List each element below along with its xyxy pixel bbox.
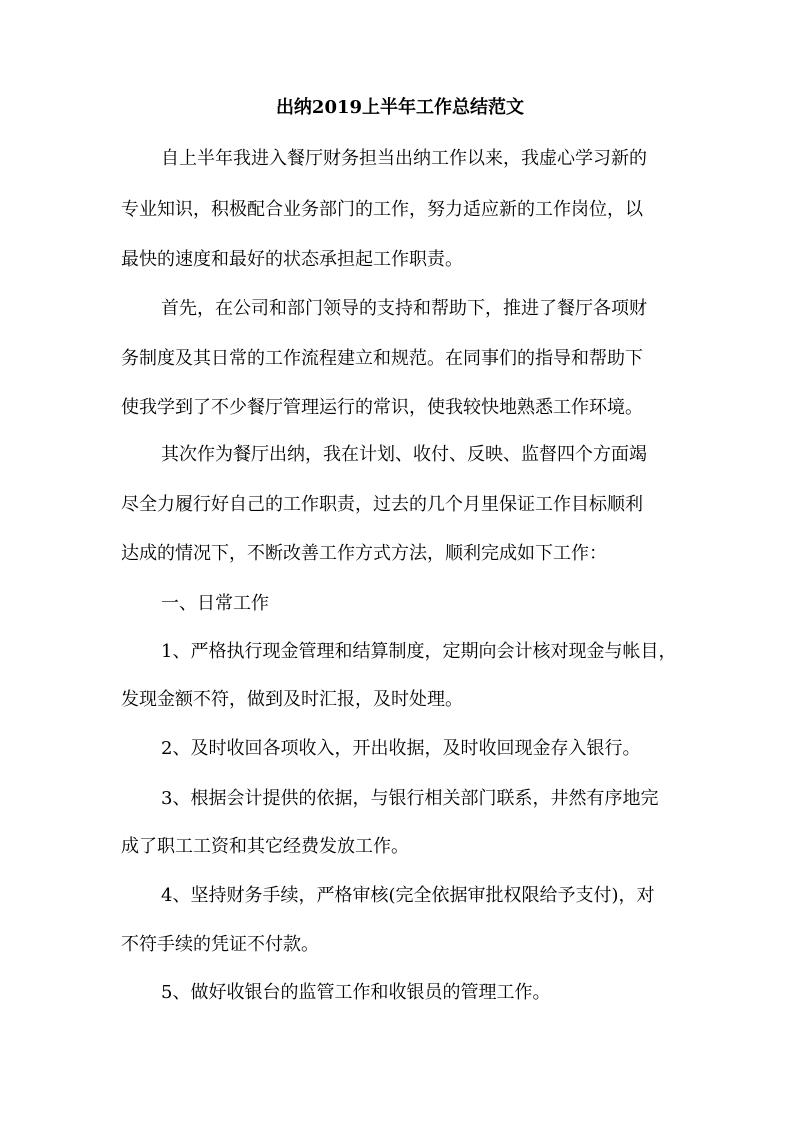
item-3-line-1: 3、根据会计提供的依据，与银行相关部门联系，井然有序地完 bbox=[161, 788, 659, 809]
paragraph-3-line-1: 其次作为餐厅出纳，我在计划、收付、反映、监督四个方面竭 bbox=[161, 444, 647, 465]
paragraph-1-line-3: 最快的速度和最好的状态承担起工作职责。 bbox=[121, 249, 463, 270]
paragraph-2-line-2: 务制度及其日常的工作流程建立和规范。在同事们的指导和帮助下 bbox=[121, 348, 643, 369]
item-3-line-2: 成了职工工资和其它经费发放工作。 bbox=[121, 836, 409, 857]
item-4-line-2: 不符手续的凭证不付款。 bbox=[121, 934, 319, 955]
paragraph-1-line-2: 专业知识，积极配合业务部门的工作，努力适应新的工作岗位，以 bbox=[121, 199, 643, 220]
item-1-line-2: 发现金额不符，做到及时汇报，及时处理。 bbox=[121, 689, 463, 710]
section-heading: 一、日常工作 bbox=[161, 593, 269, 614]
document-title: 出纳2019上半年工作总结范文 bbox=[275, 97, 525, 118]
paragraph-2-line-1: 首先，在公司和部门领导的支持和帮助下，推进了餐厅各项财 bbox=[161, 298, 647, 319]
item-5-line-1: 5、做好收银台的监管工作和收银员的管理工作。 bbox=[161, 982, 551, 1003]
item-4-line-1: 4、坚持财务手续，严格审核(完全依据审批权限给予支付)，对 bbox=[161, 885, 655, 906]
paragraph-3-line-2: 尽全力履行好自己的工作职责，过去的几个月里保证工作目标顺利 bbox=[121, 494, 643, 515]
item-2-line-1: 2、及时收回各项收入，开出收据，及时收回现金存入银行。 bbox=[161, 738, 641, 759]
paragraph-3-line-3: 达成的情况下，不断改善工作方式方法，顺利完成如下工作： bbox=[121, 543, 607, 564]
paragraph-2-line-3: 使我学到了不少餐厅管理运行的常识，使我较快地熟悉工作环境。 bbox=[121, 397, 643, 418]
paragraph-1-line-1: 自上半年我进入餐厅财务担当出纳工作以来，我虚心学习新的 bbox=[161, 148, 647, 169]
item-1-line-1: 1、严格执行现金管理和结算制度，定期向会计核对现金与帐目， bbox=[161, 641, 677, 662]
